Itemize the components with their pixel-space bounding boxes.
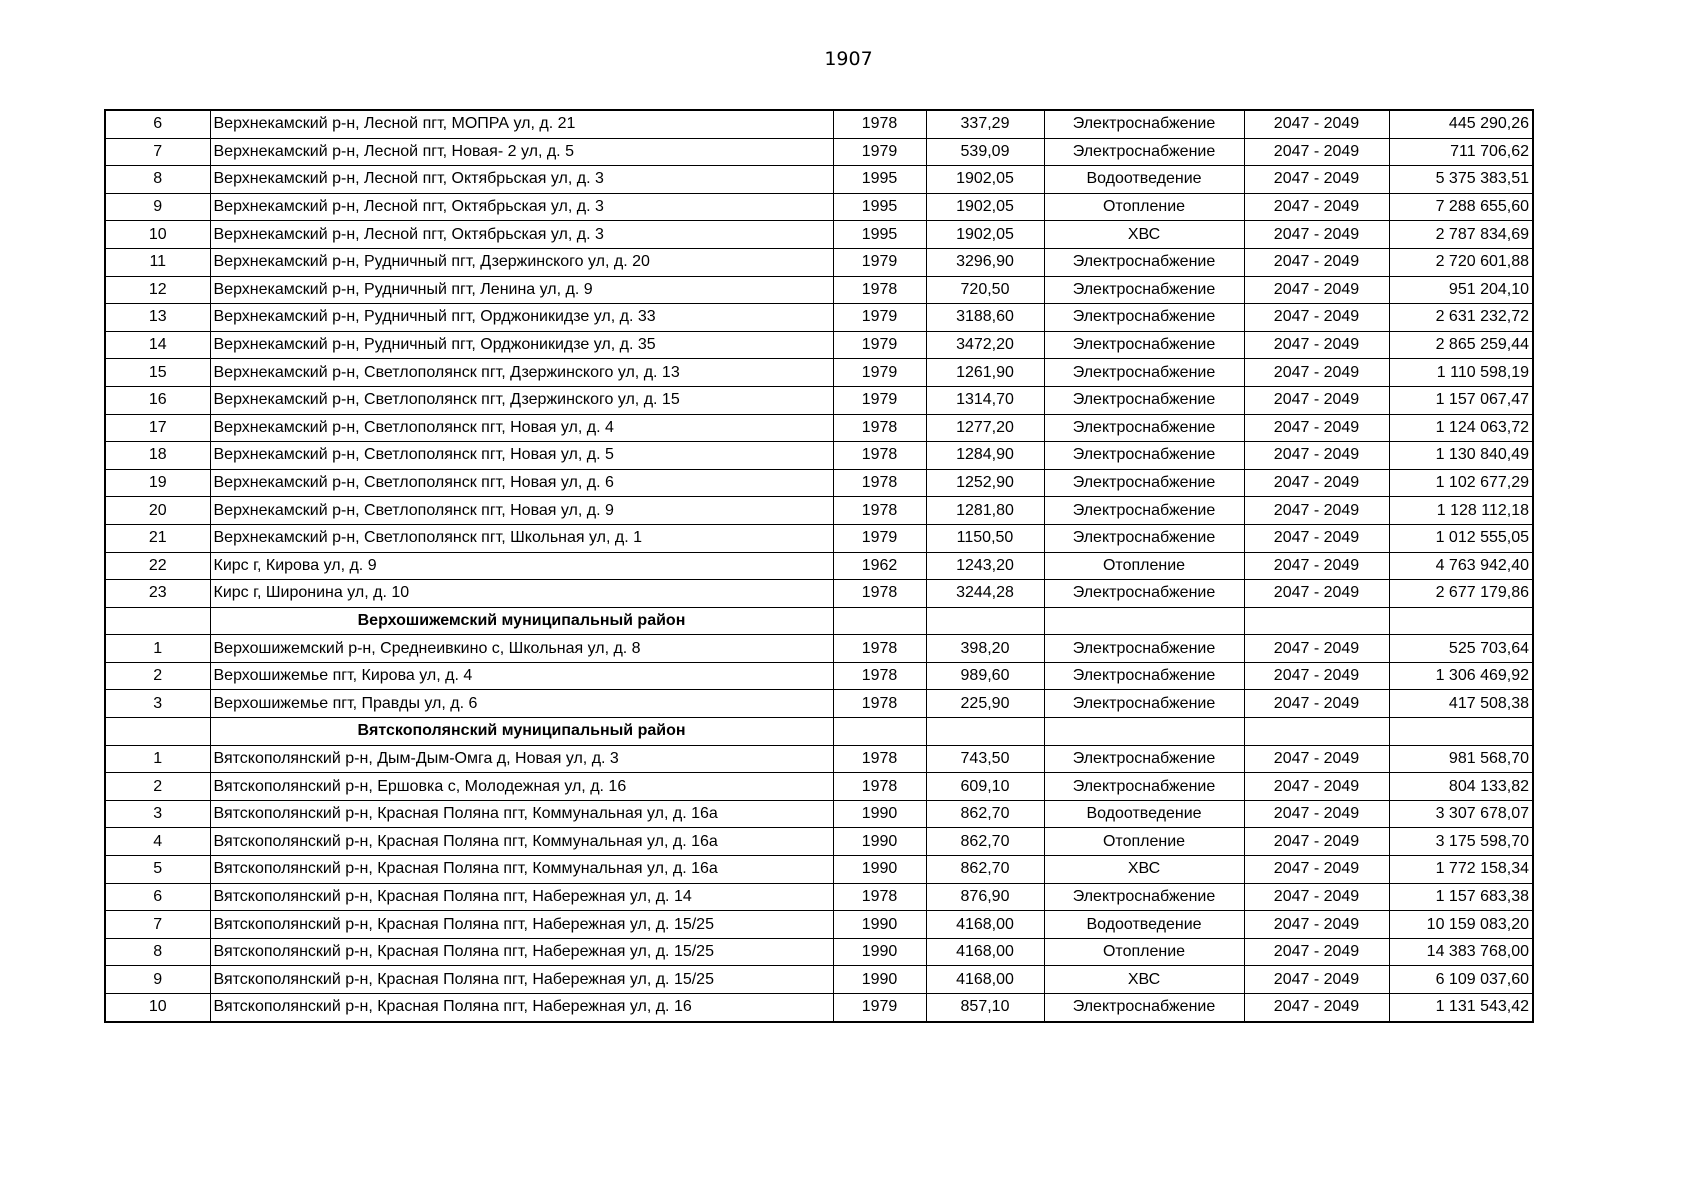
- year-built-cell: 1978: [833, 773, 926, 801]
- address-cell: Верхнекамский р-н, Рудничный пгт, Дзержинского ул, д. 20: [210, 248, 833, 276]
- table-row: [105, 524, 1533, 552]
- area-cell: 3472,20: [926, 331, 1044, 359]
- period-cell: 2047 - 2049: [1244, 359, 1389, 387]
- year-built-cell: 1978: [833, 662, 926, 690]
- area-cell: 3188,60: [926, 304, 1044, 332]
- area-cell: 1243,20: [926, 552, 1044, 580]
- address-cell: Верхнекамский р-н, Светлополянск пгт, Новая ул, д. 9: [210, 497, 833, 525]
- work-type-cell: Электроснабжение: [1044, 690, 1244, 718]
- section-title: Верхошижемский муниципальный район: [210, 607, 833, 635]
- work-type-cell: Отопление: [1044, 552, 1244, 580]
- year-built-cell: 1979: [833, 331, 926, 359]
- cost-cell: 2 631 232,72: [1389, 304, 1533, 332]
- row-number-cell: 14: [105, 331, 210, 359]
- area-cell: 3296,90: [926, 248, 1044, 276]
- table-row: [105, 193, 1533, 221]
- address-cell: Верхошижемский р-н, Среднеивкино с, Школьная ул, д. 8: [210, 635, 833, 663]
- cost-cell: 951 204,10: [1389, 276, 1533, 304]
- work-type-cell: Электроснабжение: [1044, 331, 1244, 359]
- address-cell: Кирс г, Кирова ул, д. 9: [210, 552, 833, 580]
- year-built-cell: 1990: [833, 966, 926, 994]
- period-cell: 2047 - 2049: [1244, 938, 1389, 966]
- period-cell: 2047 - 2049: [1244, 331, 1389, 359]
- table-row: [105, 966, 1533, 994]
- row-number-cell: 12: [105, 276, 210, 304]
- cost-cell: 525 703,64: [1389, 635, 1533, 663]
- empty-cell: [1389, 718, 1533, 746]
- year-built-cell: 1979: [833, 138, 926, 166]
- row-number-cell: 9: [105, 966, 210, 994]
- cost-cell: 1 102 677,29: [1389, 469, 1533, 497]
- period-cell: 2047 - 2049: [1244, 276, 1389, 304]
- row-number-cell: 6: [105, 110, 210, 138]
- year-built-cell: 1990: [833, 938, 926, 966]
- row-number-cell: 1: [105, 745, 210, 773]
- table-row: [105, 138, 1533, 166]
- cost-cell: 711 706,62: [1389, 138, 1533, 166]
- area-cell: 3244,28: [926, 580, 1044, 608]
- work-type-cell: Электроснабжение: [1044, 414, 1244, 442]
- cost-cell: 1 772 158,34: [1389, 856, 1533, 884]
- row-number-cell: 15: [105, 359, 210, 387]
- section-header-row: [105, 607, 1533, 635]
- work-type-cell: Электроснабжение: [1044, 497, 1244, 525]
- row-number-cell: 17: [105, 414, 210, 442]
- area-cell: 4168,00: [926, 938, 1044, 966]
- table-row: [105, 580, 1533, 608]
- cost-cell: 6 109 037,60: [1389, 966, 1533, 994]
- year-built-cell: 1995: [833, 166, 926, 194]
- address-cell: Вятскополянский р-н, Красная Поляна пгт, Набережная ул, д. 14: [210, 883, 833, 911]
- row-number-cell: 10: [105, 221, 210, 249]
- work-type-cell: ХВС: [1044, 221, 1244, 249]
- work-type-cell: Электроснабжение: [1044, 359, 1244, 387]
- table-row: [105, 800, 1533, 828]
- work-type-cell: Электроснабжение: [1044, 110, 1244, 138]
- year-built-cell: 1979: [833, 386, 926, 414]
- year-built-cell: 1978: [833, 276, 926, 304]
- year-built-cell: 1979: [833, 304, 926, 332]
- cost-cell: 1 131 543,42: [1389, 994, 1533, 1022]
- period-cell: 2047 - 2049: [1244, 635, 1389, 663]
- period-cell: 2047 - 2049: [1244, 386, 1389, 414]
- table-row: [105, 359, 1533, 387]
- address-cell: Верхнекамский р-н, Светлополянск пгт, Новая ул, д. 6: [210, 469, 833, 497]
- period-cell: 2047 - 2049: [1244, 166, 1389, 194]
- cost-cell: 7 288 655,60: [1389, 193, 1533, 221]
- year-built-cell: 1990: [833, 800, 926, 828]
- year-built-cell: 1978: [833, 442, 926, 470]
- address-cell: Верхнекамский р-н, Рудничный пгт, Орджоникидзе ул, д. 35: [210, 331, 833, 359]
- area-cell: 1314,70: [926, 386, 1044, 414]
- table-row: [105, 662, 1533, 690]
- area-cell: 398,20: [926, 635, 1044, 663]
- work-type-cell: Электроснабжение: [1044, 994, 1244, 1022]
- work-type-cell: Электроснабжение: [1044, 386, 1244, 414]
- address-cell: Верхнекамский р-н, Лесной пгт, МОПРА ул, д. 21: [210, 110, 833, 138]
- period-cell: 2047 - 2049: [1244, 304, 1389, 332]
- table-row: [105, 304, 1533, 332]
- period-cell: 2047 - 2049: [1244, 221, 1389, 249]
- address-cell: Верхнекамский р-н, Светлополянск пгт, Дзержинского ул, д. 15: [210, 386, 833, 414]
- work-type-cell: Электроснабжение: [1044, 883, 1244, 911]
- row-number-cell: 1: [105, 635, 210, 663]
- row-number-cell: 3: [105, 800, 210, 828]
- table-row: [105, 414, 1533, 442]
- period-cell: 2047 - 2049: [1244, 690, 1389, 718]
- address-cell: Вятскополянский р-н, Красная Поляна пгт, Набережная ул, д. 15/25: [210, 911, 833, 939]
- row-number-cell: 2: [105, 662, 210, 690]
- address-cell: Верхнекамский р-н, Рудничный пгт, Ленина ул, д. 9: [210, 276, 833, 304]
- cost-cell: 2 787 834,69: [1389, 221, 1533, 249]
- period-cell: 2047 - 2049: [1244, 828, 1389, 856]
- cost-cell: 2 865 259,44: [1389, 331, 1533, 359]
- address-cell: Верхнекамский р-н, Светлополянск пгт, Новая ул, д. 4: [210, 414, 833, 442]
- row-number-cell: 11: [105, 248, 210, 276]
- work-type-cell: Электроснабжение: [1044, 304, 1244, 332]
- work-type-cell: Водоотведение: [1044, 800, 1244, 828]
- table-row: [105, 248, 1533, 276]
- work-type-cell: Отопление: [1044, 828, 1244, 856]
- work-type-cell: ХВС: [1044, 966, 1244, 994]
- year-built-cell: 1979: [833, 359, 926, 387]
- table-row: [105, 911, 1533, 939]
- area-cell: 743,50: [926, 745, 1044, 773]
- empty-cell: [1044, 718, 1244, 746]
- period-cell: 2047 - 2049: [1244, 662, 1389, 690]
- cost-cell: 2 677 179,86: [1389, 580, 1533, 608]
- address-cell: Верхнекамский р-н, Лесной пгт, Новая- 2 ул, д. 5: [210, 138, 833, 166]
- address-cell: Вятскополянский р-н, Ершовка с, Молодежная ул, д. 16: [210, 773, 833, 801]
- table-row: [105, 690, 1533, 718]
- table-row: [105, 497, 1533, 525]
- row-number-cell: 21: [105, 524, 210, 552]
- year-built-cell: 1978: [833, 580, 926, 608]
- address-cell: Вятскополянский р-н, Красная Поляна пгт, Коммунальная ул, д. 16а: [210, 800, 833, 828]
- cost-cell: 3 307 678,07: [1389, 800, 1533, 828]
- work-type-cell: Электроснабжение: [1044, 442, 1244, 470]
- cost-cell: 14 383 768,00: [1389, 938, 1533, 966]
- cost-cell: 3 175 598,70: [1389, 828, 1533, 856]
- address-cell: Вятскополянский р-н, Красная Поляна пгт, Коммунальная ул, д. 16а: [210, 828, 833, 856]
- cost-cell: 1 130 840,49: [1389, 442, 1533, 470]
- area-cell: 1902,05: [926, 221, 1044, 249]
- area-cell: 539,09: [926, 138, 1044, 166]
- year-built-cell: 1978: [833, 110, 926, 138]
- address-cell: Верхнекамский р-н, Светлополянск пгт, Школьная ул, д. 1: [210, 524, 833, 552]
- address-cell: Верхнекамский р-н, Лесной пгт, Октябрьская ул, д. 3: [210, 166, 833, 194]
- period-cell: 2047 - 2049: [1244, 442, 1389, 470]
- period-cell: 2047 - 2049: [1244, 773, 1389, 801]
- row-number-cell: 13: [105, 304, 210, 332]
- table-row: [105, 938, 1533, 966]
- area-cell: 1284,90: [926, 442, 1044, 470]
- period-cell: 2047 - 2049: [1244, 248, 1389, 276]
- work-type-cell: Электроснабжение: [1044, 580, 1244, 608]
- table-row: [105, 386, 1533, 414]
- address-cell: Вятскополянский р-н, Красная Поляна пгт, Набережная ул, д. 15/25: [210, 966, 833, 994]
- area-cell: 4168,00: [926, 966, 1044, 994]
- table-row: [105, 994, 1533, 1022]
- area-cell: 1902,05: [926, 166, 1044, 194]
- empty-cell: [105, 718, 210, 746]
- empty-cell: [1044, 607, 1244, 635]
- work-type-cell: Водоотведение: [1044, 911, 1244, 939]
- repair-schedule-table: [104, 109, 1534, 1023]
- period-cell: 2047 - 2049: [1244, 856, 1389, 884]
- year-built-cell: 1962: [833, 552, 926, 580]
- work-type-cell: Электроснабжение: [1044, 276, 1244, 304]
- area-cell: 1252,90: [926, 469, 1044, 497]
- cost-cell: 10 159 083,20: [1389, 911, 1533, 939]
- row-number-cell: 2: [105, 773, 210, 801]
- period-cell: 2047 - 2049: [1244, 193, 1389, 221]
- period-cell: 2047 - 2049: [1244, 138, 1389, 166]
- row-number-cell: 18: [105, 442, 210, 470]
- row-number-cell: 20: [105, 497, 210, 525]
- cost-cell: 417 508,38: [1389, 690, 1533, 718]
- year-built-cell: 1978: [833, 635, 926, 663]
- work-type-cell: Электроснабжение: [1044, 138, 1244, 166]
- cost-cell: 804 133,82: [1389, 773, 1533, 801]
- period-cell: 2047 - 2049: [1244, 966, 1389, 994]
- row-number-cell: 8: [105, 938, 210, 966]
- table-row: [105, 331, 1533, 359]
- empty-cell: [1244, 607, 1389, 635]
- work-type-cell: Электроснабжение: [1044, 635, 1244, 663]
- work-type-cell: Электроснабжение: [1044, 662, 1244, 690]
- table-row: [105, 166, 1533, 194]
- year-built-cell: 1995: [833, 193, 926, 221]
- period-cell: 2047 - 2049: [1244, 745, 1389, 773]
- year-built-cell: 1978: [833, 745, 926, 773]
- work-type-cell: Водоотведение: [1044, 166, 1244, 194]
- work-type-cell: Отопление: [1044, 938, 1244, 966]
- address-cell: Верхнекамский р-н, Светлополянск пгт, Новая ул, д. 5: [210, 442, 833, 470]
- area-cell: 1281,80: [926, 497, 1044, 525]
- area-cell: 876,90: [926, 883, 1044, 911]
- cost-cell: 1 306 469,92: [1389, 662, 1533, 690]
- table-row: [105, 635, 1533, 663]
- work-type-cell: Электроснабжение: [1044, 248, 1244, 276]
- year-built-cell: 1990: [833, 856, 926, 884]
- period-cell: 2047 - 2049: [1244, 524, 1389, 552]
- period-cell: 2047 - 2049: [1244, 469, 1389, 497]
- period-cell: 2047 - 2049: [1244, 911, 1389, 939]
- area-cell: 862,70: [926, 828, 1044, 856]
- table-row: [105, 552, 1533, 580]
- area-cell: 862,70: [926, 800, 1044, 828]
- work-type-cell: Электроснабжение: [1044, 524, 1244, 552]
- row-number-cell: 9: [105, 193, 210, 221]
- cost-cell: 1 157 067,47: [1389, 386, 1533, 414]
- period-cell: 2047 - 2049: [1244, 110, 1389, 138]
- address-cell: Верхнекамский р-н, Рудничный пгт, Орджоникидзе ул, д. 33: [210, 304, 833, 332]
- period-cell: 2047 - 2049: [1244, 580, 1389, 608]
- row-number-cell: 6: [105, 883, 210, 911]
- cost-cell: 5 375 383,51: [1389, 166, 1533, 194]
- address-cell: Кирс г, Широнина ул, д. 10: [210, 580, 833, 608]
- empty-cell: [833, 607, 926, 635]
- area-cell: 1902,05: [926, 193, 1044, 221]
- area-cell: 225,90: [926, 690, 1044, 718]
- work-type-cell: Электроснабжение: [1044, 773, 1244, 801]
- address-cell: Верхошижемье пгт, Кирова ул, д. 4: [210, 662, 833, 690]
- table-row: [105, 276, 1533, 304]
- empty-cell: [1244, 718, 1389, 746]
- table-row: [105, 828, 1533, 856]
- cost-cell: 1 124 063,72: [1389, 414, 1533, 442]
- row-number-cell: 5: [105, 856, 210, 884]
- area-cell: 857,10: [926, 994, 1044, 1022]
- row-number-cell: 7: [105, 138, 210, 166]
- address-cell: Вятскополянский р-н, Красная Поляна пгт, Набережная ул, д. 16: [210, 994, 833, 1022]
- table-row: [105, 110, 1533, 138]
- year-built-cell: 1990: [833, 828, 926, 856]
- empty-cell: [926, 607, 1044, 635]
- row-number-cell: 23: [105, 580, 210, 608]
- empty-cell: [105, 607, 210, 635]
- work-type-cell: Электроснабжение: [1044, 745, 1244, 773]
- year-built-cell: 1990: [833, 911, 926, 939]
- work-type-cell: Отопление: [1044, 193, 1244, 221]
- section-header-row: [105, 718, 1533, 746]
- year-built-cell: 1978: [833, 690, 926, 718]
- table-row: [105, 442, 1533, 470]
- address-cell: Верхнекамский р-н, Светлополянск пгт, Дзержинского ул, д. 13: [210, 359, 833, 387]
- table-row: [105, 883, 1533, 911]
- cost-cell: 1 012 555,05: [1389, 524, 1533, 552]
- table-row: [105, 856, 1533, 884]
- cost-cell: 4 763 942,40: [1389, 552, 1533, 580]
- area-cell: 989,60: [926, 662, 1044, 690]
- row-number-cell: 8: [105, 166, 210, 194]
- address-cell: Верхнекамский р-н, Лесной пгт, Октябрьская ул, д. 3: [210, 193, 833, 221]
- work-type-cell: ХВС: [1044, 856, 1244, 884]
- period-cell: 2047 - 2049: [1244, 414, 1389, 442]
- table-row: [105, 773, 1533, 801]
- table-row: [105, 469, 1533, 497]
- empty-cell: [1389, 607, 1533, 635]
- empty-cell: [833, 718, 926, 746]
- section-title: Вятскополянский муниципальный район: [210, 718, 833, 746]
- area-cell: 720,50: [926, 276, 1044, 304]
- year-built-cell: 1978: [833, 497, 926, 525]
- work-type-cell: Электроснабжение: [1044, 469, 1244, 497]
- year-built-cell: 1979: [833, 994, 926, 1022]
- cost-cell: 1 157 683,38: [1389, 883, 1533, 911]
- year-built-cell: 1978: [833, 469, 926, 497]
- period-cell: 2047 - 2049: [1244, 552, 1389, 580]
- year-built-cell: 1978: [833, 883, 926, 911]
- empty-cell: [926, 718, 1044, 746]
- table-body: [105, 110, 1533, 1022]
- table-row: [105, 221, 1533, 249]
- area-cell: 1150,50: [926, 524, 1044, 552]
- address-cell: Вятскополянский р-н, Дым-Дым-Омга д, Новая ул, д. 3: [210, 745, 833, 773]
- area-cell: 609,10: [926, 773, 1044, 801]
- row-number-cell: 3: [105, 690, 210, 718]
- area-cell: 337,29: [926, 110, 1044, 138]
- page-number: 1907: [824, 48, 873, 70]
- table-row: [105, 745, 1533, 773]
- area-cell: 1277,20: [926, 414, 1044, 442]
- row-number-cell: 10: [105, 994, 210, 1022]
- period-cell: 2047 - 2049: [1244, 883, 1389, 911]
- address-cell: Верхошижемье пгт, Правды ул, д. 6: [210, 690, 833, 718]
- cost-cell: 1 110 598,19: [1389, 359, 1533, 387]
- row-number-cell: 22: [105, 552, 210, 580]
- period-cell: 2047 - 2049: [1244, 800, 1389, 828]
- row-number-cell: 16: [105, 386, 210, 414]
- cost-cell: 981 568,70: [1389, 745, 1533, 773]
- row-number-cell: 7: [105, 911, 210, 939]
- year-built-cell: 1995: [833, 221, 926, 249]
- area-cell: 4168,00: [926, 911, 1044, 939]
- period-cell: 2047 - 2049: [1244, 994, 1389, 1022]
- cost-cell: 1 128 112,18: [1389, 497, 1533, 525]
- area-cell: 1261,90: [926, 359, 1044, 387]
- cost-cell: 445 290,26: [1389, 110, 1533, 138]
- year-built-cell: 1979: [833, 524, 926, 552]
- row-number-cell: 4: [105, 828, 210, 856]
- address-cell: Вятскополянский р-н, Красная Поляна пгт, Набережная ул, д. 15/25: [210, 938, 833, 966]
- period-cell: 2047 - 2049: [1244, 497, 1389, 525]
- address-cell: Верхнекамский р-н, Лесной пгт, Октябрьская ул, д. 3: [210, 221, 833, 249]
- row-number-cell: 19: [105, 469, 210, 497]
- address-cell: Вятскополянский р-н, Красная Поляна пгт, Коммунальная ул, д. 16а: [210, 856, 833, 884]
- year-built-cell: 1979: [833, 248, 926, 276]
- area-cell: 862,70: [926, 856, 1044, 884]
- cost-cell: 2 720 601,88: [1389, 248, 1533, 276]
- year-built-cell: 1978: [833, 414, 926, 442]
